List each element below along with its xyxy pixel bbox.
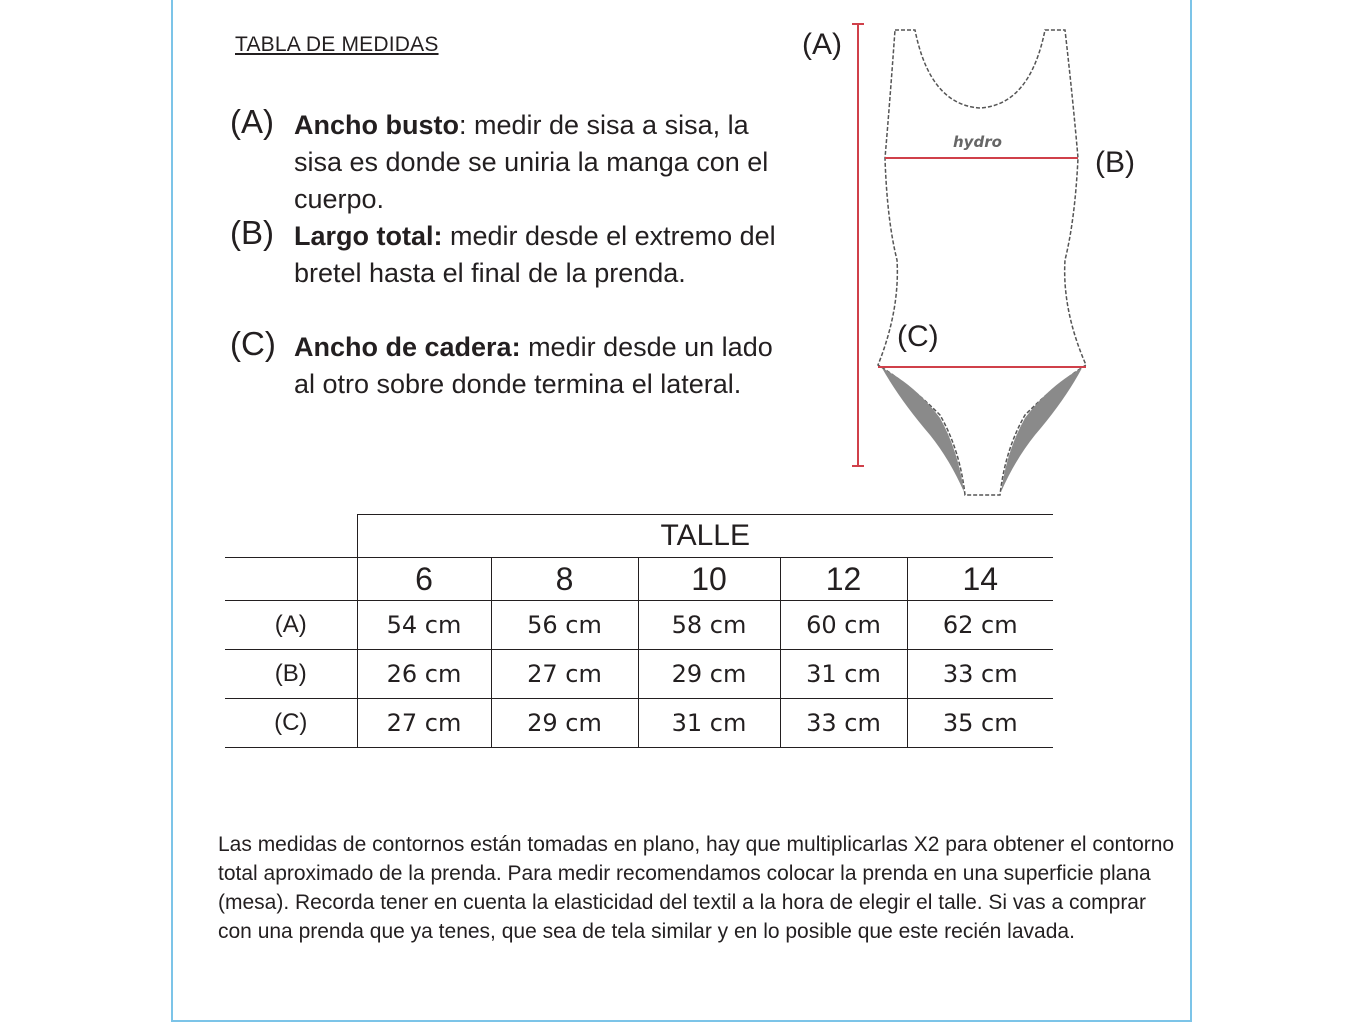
description-a-term: Ancho busto <box>294 110 459 140</box>
table-cell: 62 cm <box>907 601 1053 650</box>
table-cell: 27 cm <box>491 650 638 699</box>
row-label-b: (B) <box>225 650 357 699</box>
table-cell: 60 cm <box>780 601 907 650</box>
description-c-term: Ancho de cadera: <box>294 332 521 362</box>
diagram-label-a: (A) <box>802 28 842 61</box>
description-c-text: medir desde un lado al otro sobre donde termina el lateral. <box>294 332 773 399</box>
size-14: 14 <box>907 558 1053 601</box>
table-cell: 31 cm <box>638 699 780 748</box>
size-12: 12 <box>780 558 907 601</box>
table-cell: 33 cm <box>907 650 1053 699</box>
description-a <box>230 103 790 218</box>
row-label-a: (A) <box>225 601 357 650</box>
measurement-note: Las medidas de contornos están tomadas en plano, hay que multiplicarlas X2 para obtener el contorno total aproximado de la prenda. Para medir recomendamos colocar la prenda en una superficie plana (mesa). Recorda tener en cuenta la elasticidad del textil a la hora de elegir el talle. Si vas a comprar con una prenda que ya tenes, que sea de tela similar y en lo posible que este recién lavada. <box>218 833 1175 943</box>
description-b-term: Largo total: <box>294 221 443 251</box>
table-cell: 29 cm <box>491 699 638 748</box>
description-b-letter: (B) <box>230 214 274 251</box>
description-a-text: : medir de sisa a sisa, la sisa es donde se uniria la manga con el cuerpo. <box>294 110 769 214</box>
table-cell: 31 cm <box>780 650 907 699</box>
table-cell: 58 cm <box>638 601 780 650</box>
swimsuit-illustration <box>790 20 1150 500</box>
row-label-c: (C) <box>225 699 357 748</box>
table-cell: 29 cm <box>638 650 780 699</box>
diagram-label-c: (C) <box>897 320 939 353</box>
size-6: 6 <box>357 558 491 601</box>
description-a-letter: (A) <box>230 103 274 140</box>
brand-logo: hydro <box>953 133 1002 151</box>
table-cell: 54 cm <box>357 601 491 650</box>
swimsuit-diagram <box>790 20 1150 500</box>
swimsuit-outline <box>878 30 1086 495</box>
table-row <box>225 699 1053 748</box>
description-c-letter: (C) <box>230 325 276 362</box>
description-b <box>230 214 790 292</box>
description-b-text: medir desde el extremo del bretel hasta el final de la prenda. <box>294 221 776 288</box>
table-cell: 56 cm <box>491 601 638 650</box>
size-table <box>225 514 1053 748</box>
page-title: TABLA DE MEDIDAS <box>235 33 439 56</box>
sizes-row <box>225 558 1053 601</box>
diagram-label-b: (B) <box>1095 146 1135 179</box>
table-cell: 35 cm <box>907 699 1053 748</box>
table-cell: 33 cm <box>780 699 907 748</box>
talle-header: TALLE <box>357 515 1053 558</box>
table-row <box>225 601 1053 650</box>
size-8: 8 <box>491 558 638 601</box>
table-cell: 27 cm <box>357 699 491 748</box>
table-row <box>225 650 1053 699</box>
description-c <box>230 325 790 403</box>
size-10: 10 <box>638 558 780 601</box>
table-cell: 26 cm <box>357 650 491 699</box>
